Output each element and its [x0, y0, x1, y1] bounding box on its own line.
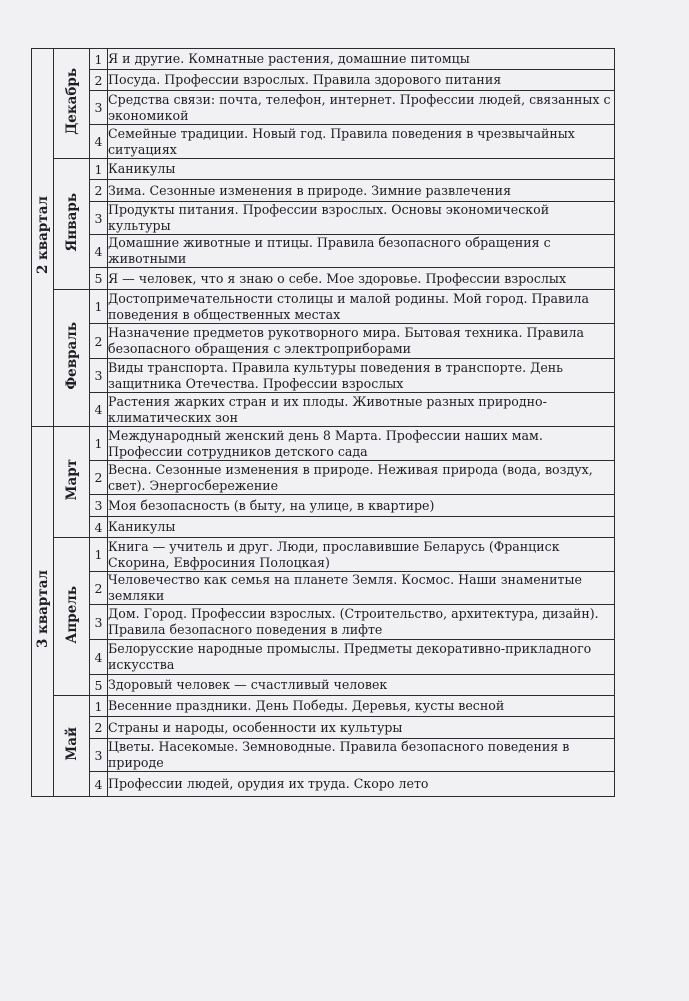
table-row	[32, 739, 615, 772]
month-label: Март	[63, 459, 80, 501]
week-number: 3	[90, 495, 108, 517]
table-row	[32, 290, 615, 324]
month-cell	[54, 538, 90, 696]
week-topic: Зима. Сезонные изменения в природе. Зимние развлечения	[108, 180, 615, 202]
table-row	[32, 495, 615, 517]
table-row	[32, 461, 615, 495]
table-row	[32, 605, 615, 640]
week-topic: Белорусские народные промыслы. Предметы декоративно-прикладного искусства	[108, 640, 615, 675]
week-topic: Я — человек, что я знаю о себе. Мое здоровье. Профессии взрослых	[108, 268, 615, 290]
week-number: 2	[90, 717, 108, 739]
table-row	[32, 202, 615, 235]
month-label: Январь	[63, 192, 80, 252]
quarter-cell	[32, 427, 54, 797]
week-number: 3	[90, 605, 108, 640]
table-row	[32, 91, 615, 125]
week-topic: Каникулы	[108, 159, 615, 180]
table-row	[32, 696, 615, 717]
week-topic: Моя безопасность (в быту, на улице, в квартире)	[108, 495, 615, 517]
week-number: 2	[90, 324, 108, 359]
week-topic: Дом. Город. Профессии взрослых. (Строительство, архитектура, дизайн). Правила безопасного поведения в лифте	[108, 605, 615, 640]
month-cell	[54, 427, 90, 538]
table-row	[32, 359, 615, 393]
week-number: 4	[90, 235, 108, 268]
week-topic: Международный женский день 8 Марта. Профессии наших мам. Профессии сотрудников детского сада	[108, 427, 615, 461]
table-row	[32, 159, 615, 180]
table-row	[32, 393, 615, 427]
table-row	[32, 324, 615, 359]
week-topic: Достопримечательности столицы и малой родины. Мой город. Правила поведения в общественных местах	[108, 290, 615, 324]
table-row	[32, 268, 615, 290]
week-number: 4	[90, 125, 108, 159]
week-topic: Назначение предметов рукотворного мира. Бытовая техника. Правила безопасного обращения с электроприборами	[108, 324, 615, 359]
table-row	[32, 572, 615, 605]
table-row	[32, 49, 615, 70]
week-number: 1	[90, 538, 108, 572]
week-topic: Страны и народы, особенности их культуры	[108, 717, 615, 739]
week-topic: Книга — учитель и друг. Люди, прославившие Беларусь (Франциск Скорина, Евфросиния Полоцкая)	[108, 538, 615, 572]
week-topic: Цветы. Насекомые. Земноводные. Правила безопасного поведения в природе	[108, 739, 615, 772]
week-topic: Домашние животные и птицы. Правила безопасного обращения с животными	[108, 235, 615, 268]
week-number: 4	[90, 393, 108, 427]
table-row	[32, 427, 615, 461]
week-topic: Весна. Сезонные изменения в природе. Неживая природа (вода, воздух, свет). Энергосбережение	[108, 461, 615, 495]
table-row	[32, 180, 615, 202]
week-topic: Продукты питания. Профессии взрослых. Основы экономической культуры	[108, 202, 615, 235]
week-number: 3	[90, 202, 108, 235]
week-topic: Профессии людей, орудия их труда. Скоро лето	[108, 772, 615, 797]
table-row	[32, 675, 615, 696]
table-row	[32, 125, 615, 159]
week-number: 5	[90, 675, 108, 696]
table-row	[32, 70, 615, 91]
month-cell	[54, 290, 90, 427]
month-cell	[54, 696, 90, 797]
week-number: 1	[90, 696, 108, 717]
table-row	[32, 538, 615, 572]
week-topic: Я и другие. Комнатные растения, домашние питомцы	[108, 49, 615, 70]
week-number: 2	[90, 461, 108, 495]
week-number: 3	[90, 359, 108, 393]
week-topic: Весенние праздники. День Победы. Деревья, кусты весной	[108, 696, 615, 717]
plan-table-body	[32, 49, 615, 797]
month-label: Апрель	[63, 585, 80, 644]
quarter-label: 3 квартал	[34, 570, 51, 649]
table-row	[32, 717, 615, 739]
week-topic: Средства связи: почта, телефон, интернет. Профессии людей, связанных с экономикой	[108, 91, 615, 125]
week-topic: Посуда. Профессии взрослых. Правила здорового питания	[108, 70, 615, 91]
week-topic: Здоровый человек — счастливый человек	[108, 675, 615, 696]
month-cell	[54, 49, 90, 159]
week-number: 2	[90, 70, 108, 91]
week-topic: Семейные традиции. Новый год. Правила поведения в чрезвычайных ситуациях	[108, 125, 615, 159]
week-number: 1	[90, 427, 108, 461]
week-topic: Виды транспорта. Правила культуры поведения в транспорте. День защитника Отечества. Профессии взрослых	[108, 359, 615, 393]
week-number: 1	[90, 49, 108, 70]
month-label: Май	[63, 727, 80, 761]
thematic-plan-table	[31, 48, 615, 797]
quarter-label: 2 квартал	[34, 196, 51, 275]
month-label: Февраль	[63, 322, 80, 390]
week-number: 1	[90, 159, 108, 180]
month-cell	[54, 159, 90, 290]
table-row	[32, 517, 615, 538]
table-row	[32, 772, 615, 797]
week-number: 5	[90, 268, 108, 290]
week-number: 2	[90, 180, 108, 202]
week-number: 1	[90, 290, 108, 324]
week-topic: Человечество как семья на планете Земля. Космос. Наши знаменитые земляки	[108, 572, 615, 605]
month-label: Декабрь	[63, 68, 80, 135]
table-row	[32, 235, 615, 268]
week-number: 3	[90, 91, 108, 125]
week-number: 4	[90, 517, 108, 538]
week-number: 4	[90, 772, 108, 797]
week-topic: Каникулы	[108, 517, 615, 538]
week-number: 2	[90, 572, 108, 605]
week-number: 4	[90, 640, 108, 675]
quarter-cell	[32, 49, 54, 427]
week-number: 3	[90, 739, 108, 772]
week-topic: Растения жарких стран и их плоды. Животные разных природно-климатических зон	[108, 393, 615, 427]
table-row	[32, 640, 615, 675]
